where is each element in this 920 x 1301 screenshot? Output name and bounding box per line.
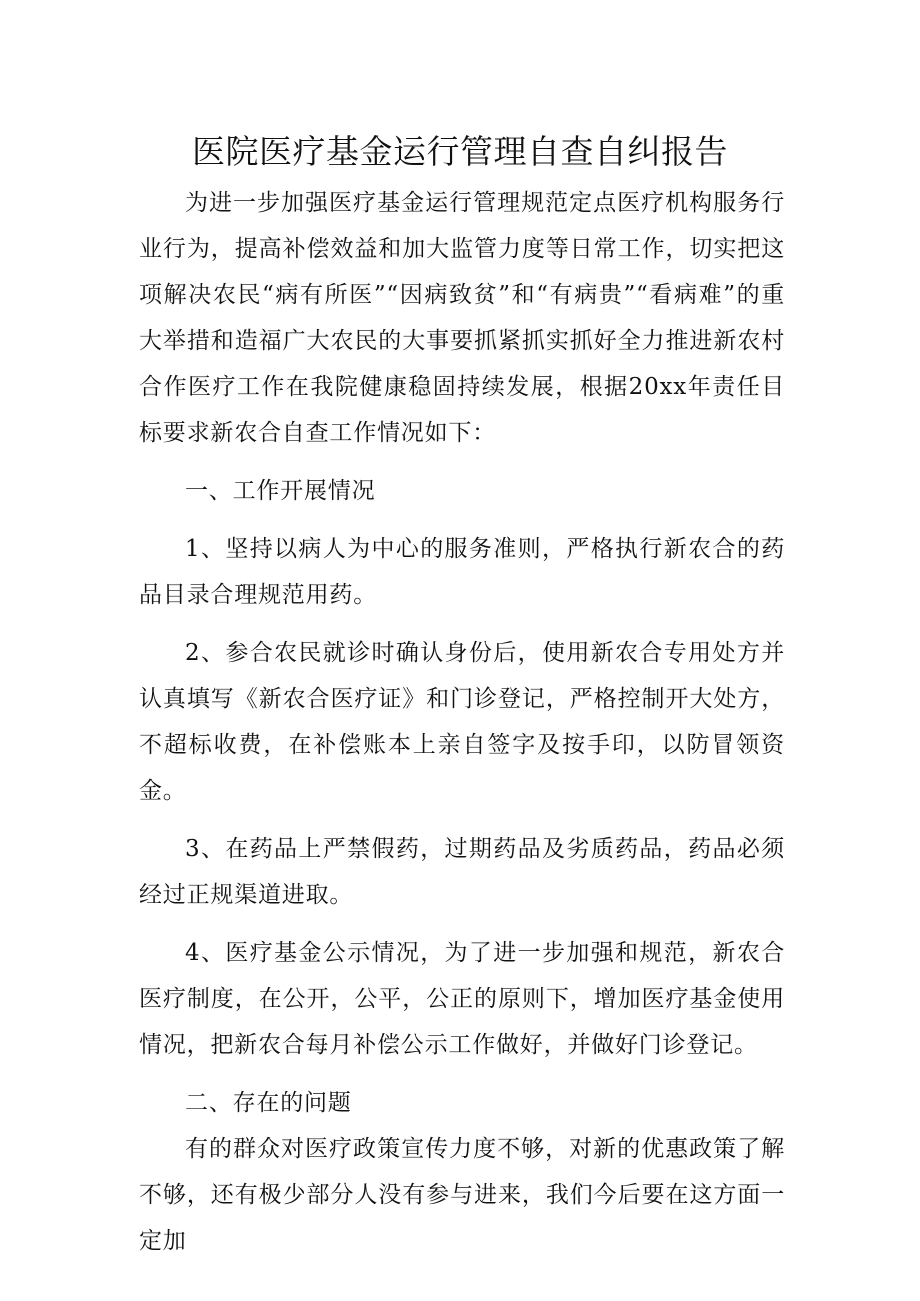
document-body xyxy=(139,180,785,1264)
problems-paragraph: 有的群众对医疗政策宣传力度不够，对新的优惠政策了解不够，还有极少部分人没有参与进来，我们今后要在这方面一定加 xyxy=(139,1136,785,1254)
intro-paragraph: 为进一步加强医疗基金运行管理规范定点医疗机构服务行业行为，提高补偿效益和加大监管力度等日常工作，切实把这项解决农民“病有所医”“因病致贫”和“有病贵”“看病难”的重大举措和造福广大农民的大事要抓紧抓实抓好全力推进新农村合作医疗工作在我院健康稳固持续发展，根据20xx年责任目标要求新农合自查工作情况如下： xyxy=(139,190,785,446)
work-item-1: 1、坚持以病人为中心的服务准则，严格执行新农合的药品目录合理规范用药。 xyxy=(139,536,785,608)
section-heading-problems: 二、存在的问题 xyxy=(185,1090,352,1116)
section-heading-work-status: 一、工作开展情况 xyxy=(185,478,376,504)
document-title: 医院医疗基金运行管理自查自纠报告 xyxy=(192,132,728,171)
work-item-2: 2、参合农民就诊时确认身份后，使用新农合专用处方并认真填写《新农合医疗证》和门诊登记，严格控制开大处方，不超标收费，在补偿账本上亲自签字及按手印，以防冒领资金。 xyxy=(139,640,785,804)
work-item-3: 3、在药品上严禁假药，过期药品及劣质药品，药品必须经过正规渠道进取。 xyxy=(139,836,785,908)
work-item-4: 4、医疗基金公示情况，为了进一步加强和规范，新农合医疗制度，在公开，公平，公正的原则下，增加医疗基金使用情况，把新农合每月补偿公示工作做好，并做好门诊登记。 xyxy=(139,940,785,1058)
